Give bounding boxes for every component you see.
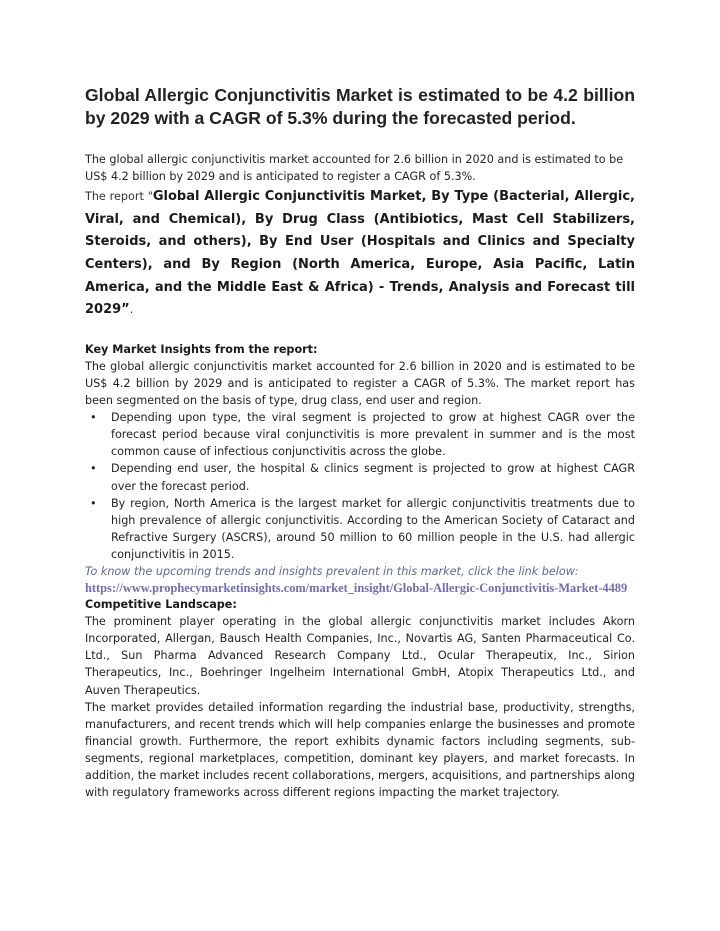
market-report-link[interactable]: https://www.prophecymarketinsights.com/market_insight/Global-Allergic-Conjunctivitis-Market-4489	[85, 581, 628, 596]
bullet-text: By region, North America is the largest market for allergic conjunctivitis treatments due to high prevalence of allergic conjunctivitis. According to the American Society of Cataract and Refractive Surgery (ASCRS), around 50 million to 60 million people in the U.S. had allergic conjunctivitis in 2015.	[111, 496, 635, 561]
report-title: Global Allergic Conjunctivitis Market, By Type (Bacterial, Allergic, Viral, and Chemical), By Drug Class (Antibiotics, Mast Cell Stabilizers, Steroids, and others), By End User (Hospitals and Clinics and Specialty Centers), and By Region (North America, Europe, Asia Pacific, Latin America, and the Middle East & Africa) - Trends, Analysis and Forecast till 2029”	[85, 189, 635, 318]
intro-paragraph: The global allergic conjunctivitis market accounted for 2.6 billion in 2020 and is estimated to be US$ 4.2 billion by 2029 and is anticipated to register a CAGR of 5.3%.	[85, 153, 624, 184]
bullet-icon: •	[90, 462, 97, 476]
bullet-text: Depending end user, the hospital & clinics segment is projected to grow at highest CAGR over the forecast period.	[111, 462, 635, 493]
key-insights-paragraph: The global allergic conjunctivitis market accounted for 2.6 billion in 2020 and is estimated to be US$ 4.2 billion by 2029 and is anticipated to register a CAGR of 5.3%. The market report has been segmented on the basis of type, drug class, end user and region.	[85, 359, 635, 408]
cta-note: To know the upcoming trends and insights prevalent in this market, click the link below:	[85, 564, 579, 578]
competitive-paragraph: The prominent player operating in the global allergic conjunctivitis market includes Akorn Incorporated, Allergan, Bausch Health Companies, Inc., Novartis AG, Santen Pharmaceutical Co. Ltd., Sun Pharma Advanced Research Company Ltd., Ocular Therapeutix, Inc., Sirion Therapeutics, Inc., Boehringer Ingelheim International GmbH, Atopix Therapeutics Ltd., and Auven Therapeutics.	[85, 615, 635, 697]
report-prefix: The report "	[85, 190, 153, 204]
bullet-icon: •	[90, 496, 97, 510]
report-paragraph	[85, 185, 635, 321]
insights-bullet-list	[85, 409, 635, 563]
report-suffix: .	[129, 303, 134, 317]
key-insights-heading: Key Market Insights from the report:	[85, 342, 318, 356]
competitive-heading: Competitive Landscape:	[85, 598, 237, 612]
list-item	[85, 495, 635, 563]
list-item	[85, 460, 635, 494]
bullet-icon: •	[90, 411, 97, 425]
page-title: Global Allergic Conjunctivitis Market is estimated to be 4.2 billion by 2029 with a CAGR of 5.3% during the forecasted period.	[85, 85, 635, 128]
market-details-paragraph: The market provides detailed information regarding the industrial base, productivity, strengths, manufacturers, and recent trends which will help companies enlarge the businesses and promote financial growth. Furthermore, the report exhibits dynamic factors including segments, sub-segments, regional marketplaces, competition, dominant key players, and market forecasts. In addition, the market includes recent collaborations, mergers, acquisitions, and partnerships along with regulatory frameworks across different regions impacting the market trajectory.	[85, 700, 635, 800]
list-item	[85, 409, 635, 460]
bullet-text: Depending upon type, the viral segment is projected to grow at highest CAGR over the forecast period because viral conjunctivitis is more prevalent in summer and is the most common cause of infectious conjunctivitis across the globe.	[111, 411, 635, 459]
document-page	[85, 84, 635, 801]
